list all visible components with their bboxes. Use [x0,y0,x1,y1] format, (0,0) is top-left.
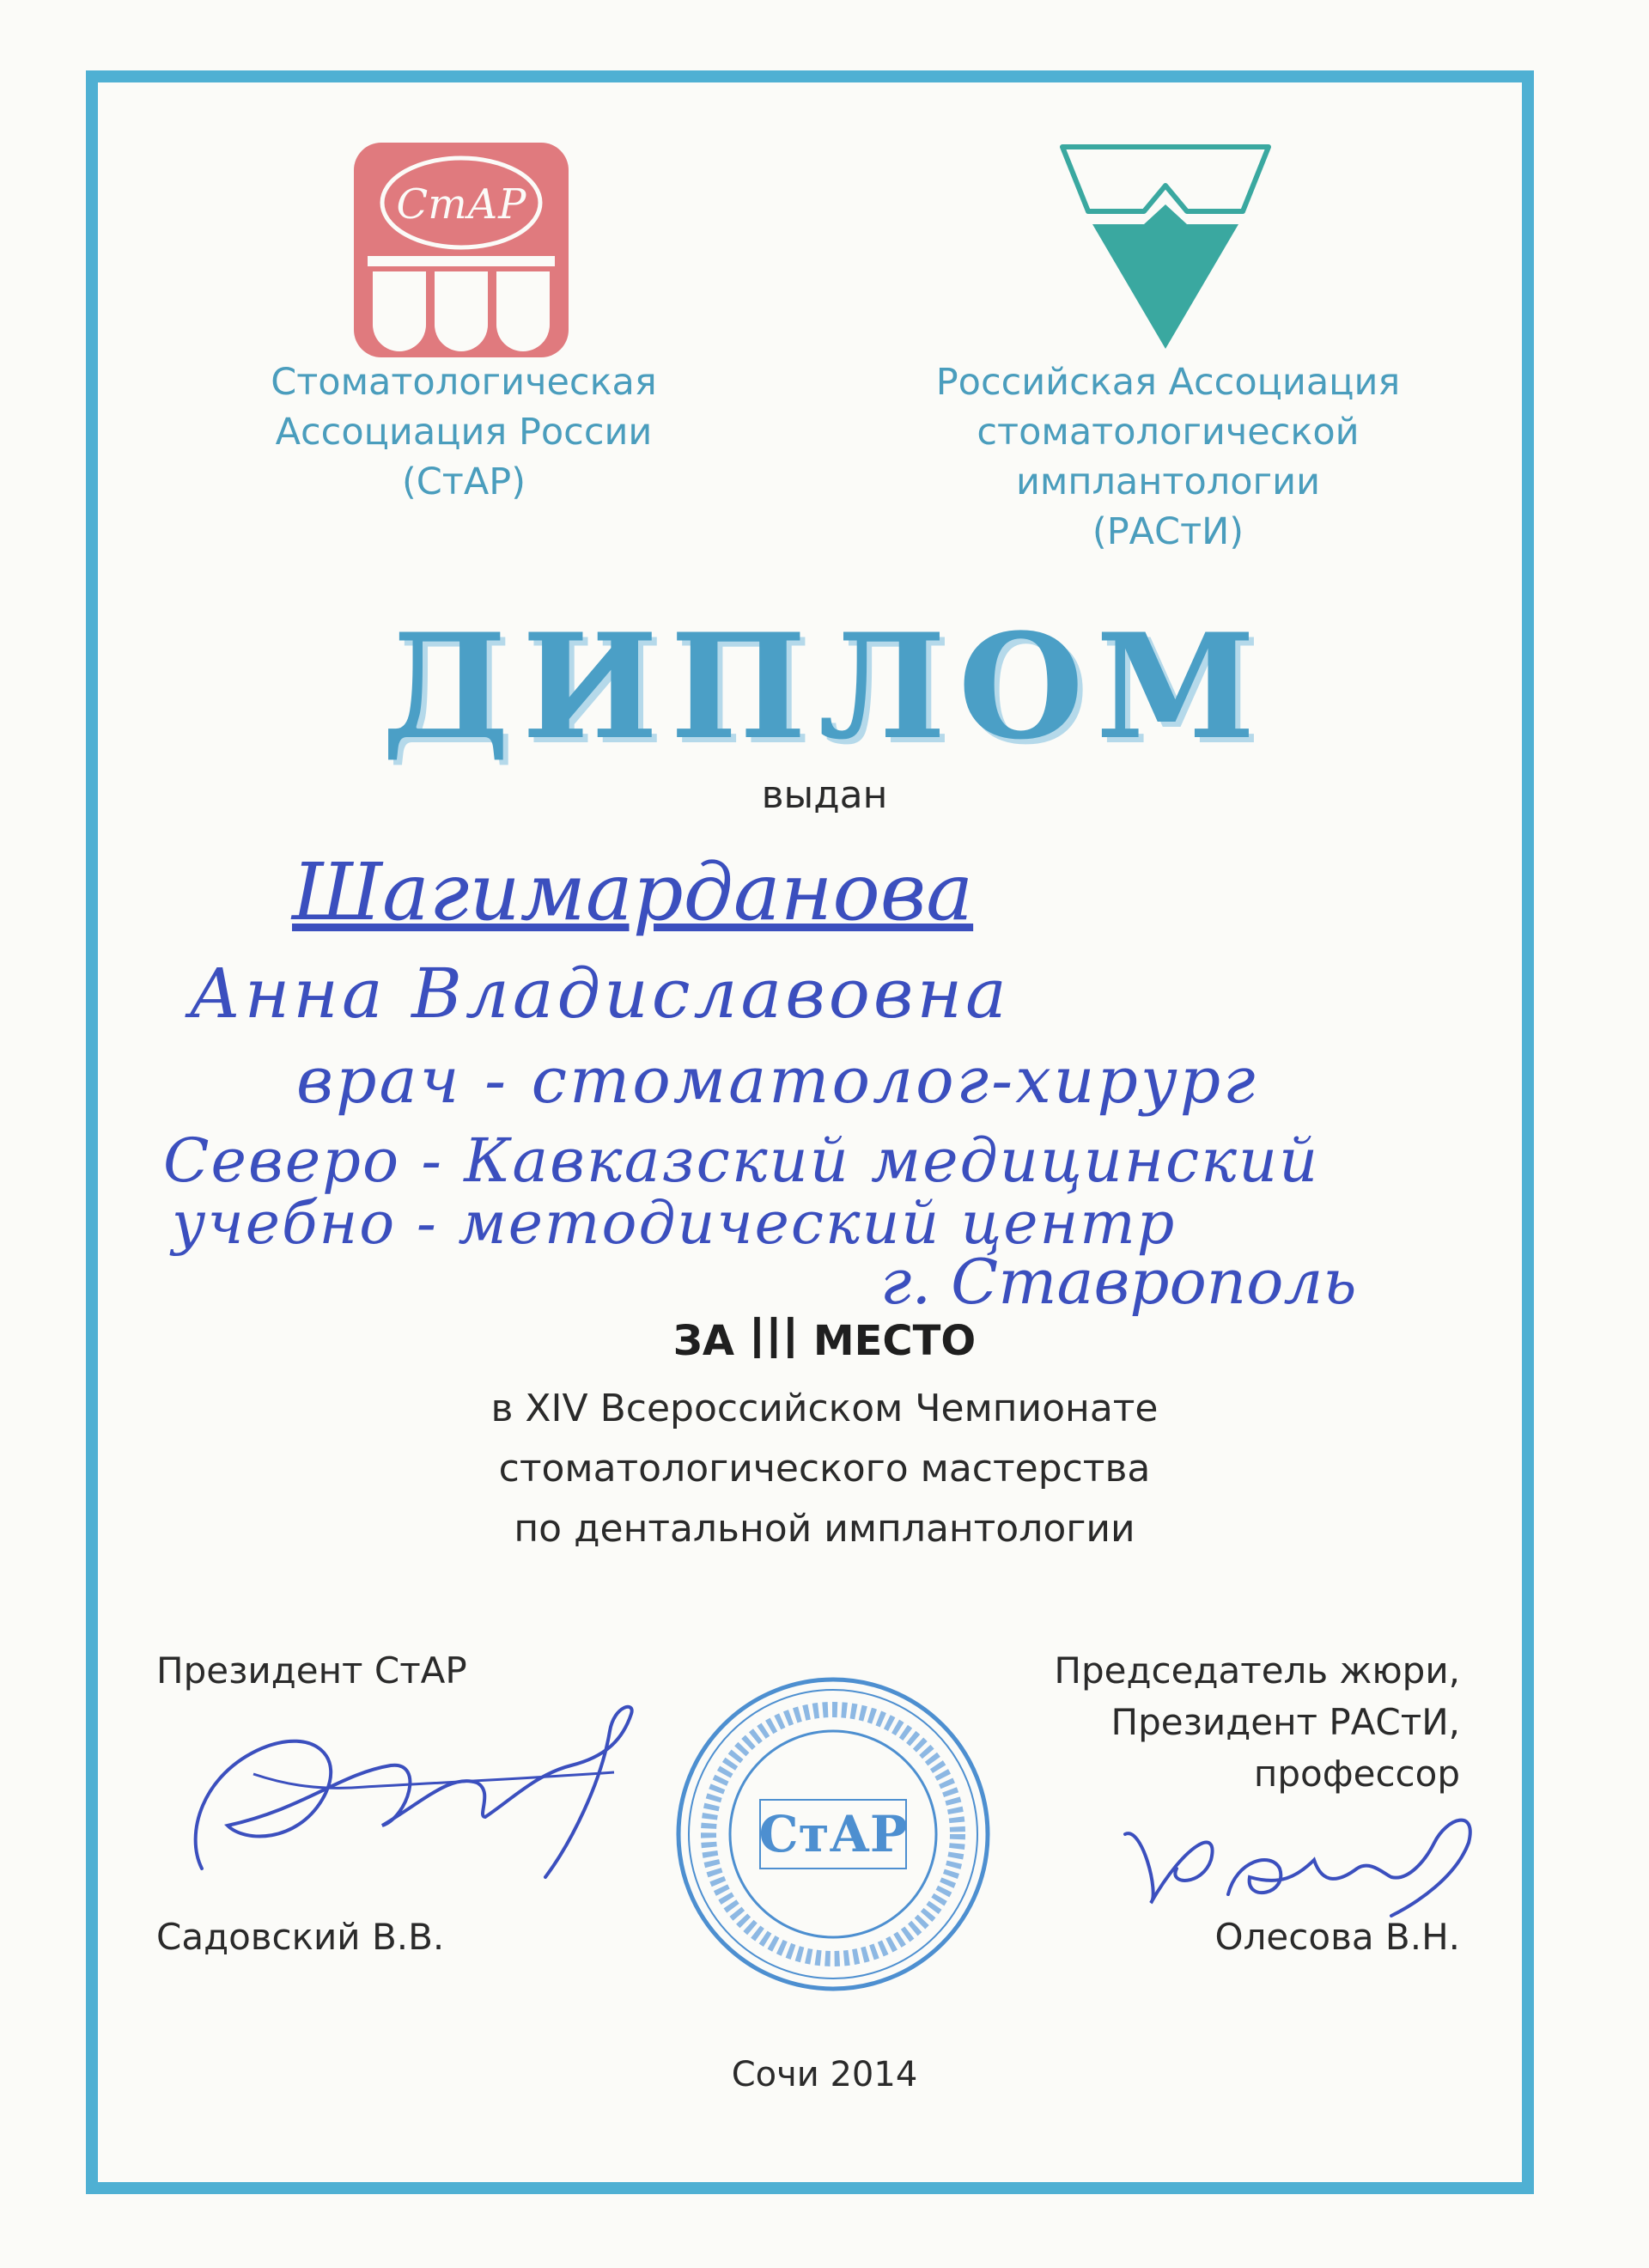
diploma-title: ДИПЛОМ [381,601,1268,771]
org-left-name [180,357,747,507]
org-right-line2: стоматологической [977,411,1360,454]
award-suffix: МЕСТО [812,1317,977,1365]
award-line1: в XIV Всероссийском Чемпионате [490,1387,1159,1430]
org-left-line3: (СтАР) [402,460,526,503]
signature-right-title3: профессор [1253,1753,1460,1795]
award-description [0,1379,1649,1559]
recipient-position: врач - стоматолог-хирург [296,1044,1258,1118]
recipient-org-line1: Северо - Кавказский медицинский [163,1125,1320,1196]
rasti-association-logo [1058,143,1273,353]
award-place-number: III [748,1306,800,1372]
award-line3: по дентальной имплантологии [514,1507,1135,1551]
place-date: Сочи 2014 [731,2055,918,2094]
signature-left-title: Президент СтАР [156,1649,467,1692]
org-left-line1: Стоматологическая [271,361,657,404]
org-right-name [850,357,1486,557]
award-line2: стоматологического мастерства [498,1447,1151,1491]
org-left-line2: Ассоциация России [275,411,653,454]
signature-right-title1: Председатель жюри, [1054,1649,1460,1692]
signature-right-title2: Президент РАСтИ, [1110,1701,1460,1743]
recipient-org-line2: учебно - методический центр [172,1190,1177,1258]
signature-right-title [945,1645,1460,1800]
org-right-line4: (РАСтИ) [1092,510,1244,553]
recipient-surname: Шагимарданова [292,846,974,938]
award-place [0,1306,1649,1372]
signature-right-name: Олесова В.Н. [1214,1916,1460,1958]
seal-center-text: СтАР [758,1805,908,1863]
star-association-logo [354,143,569,357]
org-right-line3: имплантологии [1015,460,1321,503]
recipient-city: г. Ставрополь [880,1246,1357,1318]
signature-left-scribble [167,1697,657,1886]
recipient-name: Анна Владиславовна [189,954,1010,1033]
logo-text: СтАР [396,180,526,229]
org-right-line1: Российская Ассоциация [935,361,1401,404]
signature-right-scribble [1108,1791,1494,1920]
issued-label: выдан [761,773,888,817]
signature-left-name: Садовский В.В. [156,1916,445,1958]
award-prefix: ЗА [672,1317,735,1365]
